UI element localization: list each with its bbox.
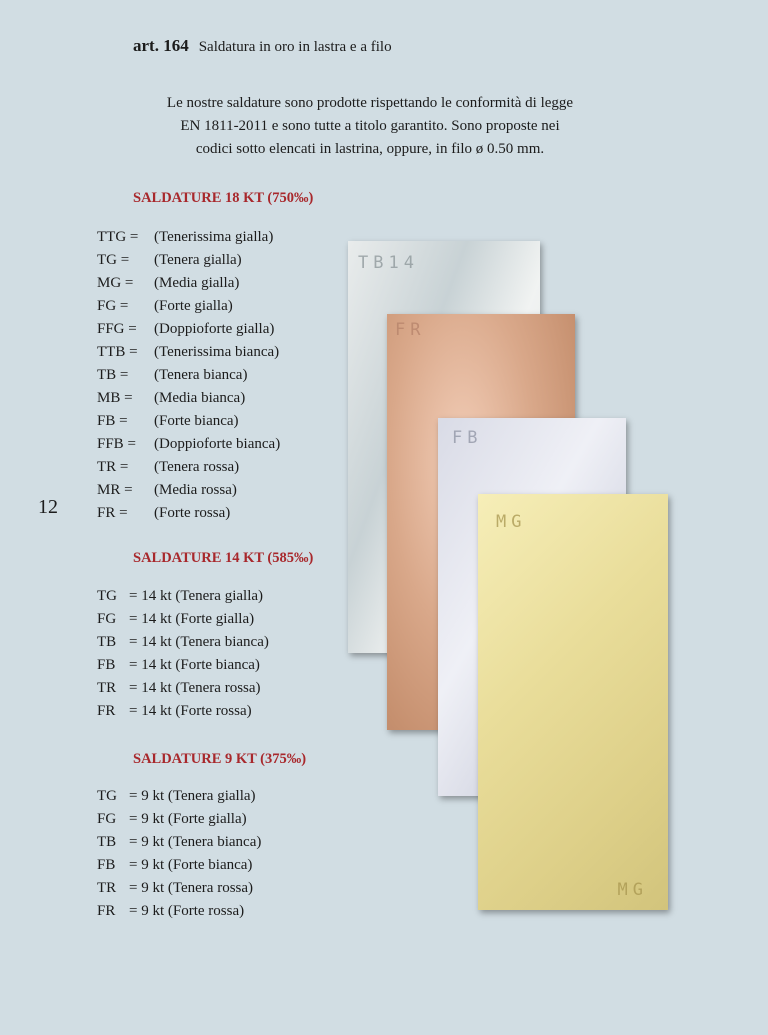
list-item — [97, 410, 280, 433]
item-code: TTG = — [97, 229, 139, 245]
list-item — [97, 479, 280, 502]
item-description: (Doppioforte bianca) — [154, 436, 281, 452]
list-item — [97, 272, 280, 295]
item-code: TTB = — [97, 344, 138, 360]
list-18kt — [97, 226, 280, 525]
item-description: = 9 kt (Forte gialla) — [129, 811, 247, 827]
list-item — [97, 456, 280, 479]
item-code: FR = — [97, 505, 128, 521]
plate-stamp: FB — [452, 428, 483, 448]
item-description: = 14 kt (Forte gialla) — [129, 611, 255, 627]
list-item — [97, 295, 280, 318]
list-item — [97, 808, 261, 831]
item-code: TG — [97, 788, 117, 804]
section-title-9kt: SALDATURE 9 KT (375‰) — [133, 751, 307, 767]
list-item — [97, 785, 261, 808]
item-code: TR — [97, 880, 117, 896]
section-title-14kt: SALDATURE 14 KT (585‰) — [133, 550, 314, 566]
list-item — [97, 877, 261, 900]
item-code: TB — [97, 634, 117, 650]
item-description: (Forte gialla) — [154, 298, 233, 314]
item-code: FFB = — [97, 436, 136, 452]
item-description: = 14 kt (Forte rossa) — [129, 703, 252, 719]
list-item — [97, 341, 280, 364]
item-description: (Tenerissima gialla) — [154, 229, 274, 245]
list-item — [97, 318, 280, 341]
list-item — [97, 608, 269, 631]
item-description: (Media rossa) — [154, 482, 237, 498]
plate-stamp: TB14 — [358, 253, 419, 273]
item-code: FG — [97, 611, 117, 627]
item-code: MB = — [97, 390, 133, 406]
plate-stamp: MG — [496, 512, 527, 532]
list-item — [97, 654, 269, 677]
list-item — [97, 387, 280, 410]
list-item — [97, 249, 280, 272]
list-item — [97, 631, 269, 654]
item-code: MR = — [97, 482, 133, 498]
list-item — [97, 700, 269, 723]
item-code: FB = — [97, 413, 128, 429]
list-item — [97, 585, 269, 608]
item-description: = 9 kt (Forte rossa) — [129, 903, 245, 919]
intro-paragraph — [120, 92, 620, 161]
item-description: (Media gialla) — [154, 275, 240, 291]
list-item — [97, 502, 280, 525]
article-header — [133, 36, 392, 56]
list-item — [97, 677, 269, 700]
item-code: TG — [97, 588, 117, 604]
plate-stamp: FR — [395, 320, 426, 340]
item-description: = 14 kt (Tenera gialla) — [129, 588, 264, 604]
list-item — [97, 900, 261, 923]
intro-line: Le nostre saldature sono prodotte rispettando le conformità di legge — [166, 95, 574, 111]
item-description: (Media bianca) — [154, 390, 246, 406]
item-code: FFG = — [97, 321, 137, 337]
item-code: FR — [97, 903, 116, 919]
list-item — [97, 831, 261, 854]
item-code: FG = — [97, 298, 129, 314]
item-code: TR — [97, 680, 117, 696]
item-description: = 9 kt (Tenera bianca) — [129, 834, 262, 850]
list-14kt — [97, 585, 269, 723]
item-description: (Tenera gialla) — [154, 252, 242, 268]
item-description: (Doppioforte gialla) — [154, 321, 275, 337]
item-description: (Forte rossa) — [154, 505, 231, 521]
item-description: = 9 kt (Tenera rossa) — [129, 880, 254, 896]
list-item — [97, 226, 280, 249]
item-description: (Tenera bianca) — [154, 367, 248, 383]
item-code: FR — [97, 703, 116, 719]
page-number: 12 — [38, 496, 58, 518]
item-code: FB — [97, 857, 116, 873]
item-description: (Tenerissima bianca) — [154, 344, 280, 360]
item-code: TG = — [97, 252, 130, 268]
intro-line: EN 1811-2011 e sono tutte a titolo garantito. Sono proposte nei — [180, 118, 560, 134]
plate-stamp: MG — [617, 880, 648, 900]
section-title-18kt: SALDATURE 18 KT (750‰) — [133, 190, 314, 206]
item-code: TR = — [97, 459, 129, 475]
solder-plate-mg — [478, 494, 668, 910]
item-description: = 14 kt (Forte bianca) — [129, 657, 260, 673]
list-item — [97, 433, 280, 456]
item-code: MG = — [97, 275, 134, 291]
intro-line: codici sotto elencati in lastrina, oppure, in filo ø 0.50 mm. — [195, 141, 545, 157]
item-description: (Tenera rossa) — [154, 459, 240, 475]
item-code: FG — [97, 811, 117, 827]
item-description: = 14 kt (Tenera bianca) — [129, 634, 269, 650]
item-description: = 14 kt (Tenera rossa) — [129, 680, 261, 696]
item-code: TB = — [97, 367, 129, 383]
item-code: TB — [97, 834, 117, 850]
list-9kt — [97, 785, 261, 923]
article-number: art. 164 — [133, 36, 189, 55]
item-description: = 9 kt (Tenera gialla) — [129, 788, 256, 804]
list-item — [97, 364, 280, 387]
item-description: = 9 kt (Forte bianca) — [129, 857, 253, 873]
list-item — [97, 854, 261, 877]
article-subtitle: Saldatura in oro in lastra e a filo — [198, 39, 392, 55]
item-code: FB — [97, 657, 116, 673]
item-description: (Forte bianca) — [154, 413, 239, 429]
